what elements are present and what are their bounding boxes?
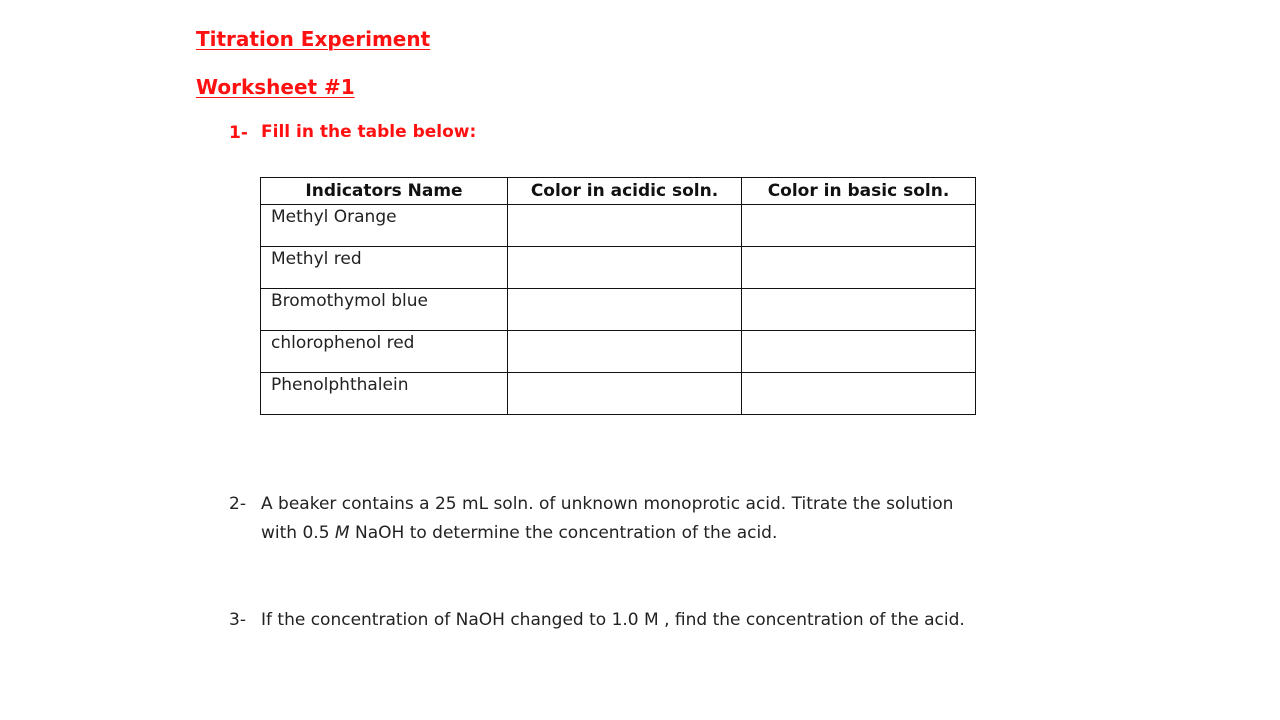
- basic-color-cell[interactable]: [742, 289, 976, 331]
- basic-color-cell[interactable]: [742, 331, 976, 373]
- table-row: [261, 331, 976, 373]
- table-row: [261, 289, 976, 331]
- acidic-color-cell[interactable]: [508, 247, 742, 289]
- basic-color-cell[interactable]: [742, 205, 976, 247]
- acidic-color-cell[interactable]: [508, 373, 742, 415]
- question-2-text-before: A beaker contains a 25 mL soln. of unknown monoprotic acid. Titrate the solution with 0.5: [261, 494, 954, 543]
- indicator-name-cell: Methyl red: [261, 247, 508, 289]
- table-header-row: [261, 178, 976, 205]
- molarity-symbol: M: [334, 523, 350, 543]
- table-row: [261, 205, 976, 247]
- question-3-number: 3-: [229, 610, 246, 630]
- question-2-text: [261, 490, 981, 548]
- basic-color-cell[interactable]: [742, 247, 976, 289]
- document-title: Titration Experiment: [196, 27, 431, 51]
- acidic-color-cell[interactable]: [508, 289, 742, 331]
- acidic-color-cell[interactable]: [508, 205, 742, 247]
- question-2-number: 2-: [229, 494, 246, 514]
- indicator-name-cell: Methyl Orange: [261, 205, 508, 247]
- table-row: [261, 373, 976, 415]
- indicator-name-cell: chlorophenol red: [261, 331, 508, 373]
- header-indicators-name: Indicators Name: [261, 178, 508, 205]
- question-1-number: 1-: [229, 123, 248, 143]
- question-2-text-after: NaOH to determine the concentration of the acid.: [349, 523, 778, 543]
- indicators-table: [260, 177, 976, 415]
- indicator-name-cell: Phenolphthalein: [261, 373, 508, 415]
- basic-color-cell[interactable]: [742, 373, 976, 415]
- indicator-name-cell: Bromothymol blue: [261, 289, 508, 331]
- acidic-color-cell[interactable]: [508, 331, 742, 373]
- header-color-acidic: Color in acidic soln.: [508, 178, 742, 205]
- question-1-text: Fill in the table below:: [261, 122, 477, 142]
- table-row: [261, 247, 976, 289]
- worksheet-title: Worksheet #1: [196, 75, 355, 99]
- question-3-text: If the concentration of NaOH changed to 1.0 M , find the concentration of the acid.: [261, 610, 965, 630]
- header-color-basic: Color in basic soln.: [742, 178, 976, 205]
